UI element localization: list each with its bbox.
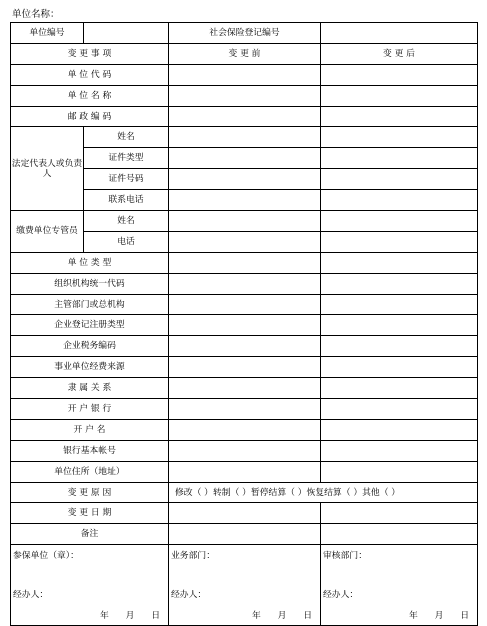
change-date-label: 变 更 日 期 — [11, 503, 169, 524]
change-item-row — [11, 378, 478, 399]
remark-label: 备注 — [11, 524, 169, 545]
change-item-row — [11, 315, 478, 336]
change-item-row — [11, 440, 478, 461]
value-after-field[interactable] — [321, 378, 478, 399]
handler-label: 经办人： — [171, 590, 207, 601]
value-before-field[interactable] — [169, 252, 321, 273]
signature-block — [11, 545, 169, 626]
value-before-field[interactable] — [169, 64, 321, 85]
value-after-field[interactable] — [321, 169, 478, 190]
change-reason-row — [11, 482, 478, 503]
before-header: 变 更 前 — [169, 43, 321, 64]
change-item-row — [11, 64, 478, 85]
value-before-field[interactable] — [169, 148, 321, 169]
sub-item-label: 证件类型 — [84, 148, 169, 169]
change-item-label: 单位住所（地址） — [11, 461, 169, 482]
change-item-label: 主管部门或总机构 — [11, 294, 169, 315]
value-before-field[interactable] — [169, 399, 321, 420]
change-item-row — [11, 252, 478, 273]
change-item-label: 组织机构统一代码 — [11, 273, 169, 294]
change-item-row — [11, 127, 478, 148]
value-before-field[interactable] — [169, 169, 321, 190]
value-after-field[interactable] — [321, 440, 478, 461]
value-before-field[interactable] — [169, 127, 321, 148]
change-date-row — [11, 503, 478, 524]
sub-item-label: 联系电话 — [84, 190, 169, 211]
change-item-label: 隶 属 关 系 — [11, 378, 169, 399]
signature-block — [169, 545, 321, 626]
insurance-number-field[interactable] — [321, 23, 478, 44]
date-label: 年 月 日 — [252, 611, 312, 622]
value-after-field[interactable] — [321, 419, 478, 440]
value-after-field[interactable] — [321, 336, 478, 357]
change-item-label: 事业单位经费来源 — [11, 357, 169, 378]
sub-item-label: 电话 — [84, 231, 169, 252]
value-after-field[interactable] — [321, 252, 478, 273]
change-item-row — [11, 336, 478, 357]
handler-label: 经办人： — [13, 590, 49, 601]
handler-label: 经办人： — [323, 590, 359, 601]
value-after-field[interactable] — [321, 294, 478, 315]
value-after-field[interactable] — [321, 85, 478, 106]
date-label: 年 月 日 — [100, 611, 160, 622]
signature-row — [11, 545, 478, 626]
value-after-field[interactable] — [321, 148, 478, 169]
change-item-label: 单 位 代 码 — [11, 64, 169, 85]
change-item-label: 开 户 银 行 — [11, 399, 169, 420]
date-label: 年 月 日 — [409, 611, 469, 622]
value-before-field[interactable] — [169, 378, 321, 399]
change-item-label: 开 户 名 — [11, 419, 169, 440]
value-after-field[interactable] — [321, 190, 478, 211]
value-after-field[interactable] — [321, 503, 478, 524]
change-registration-form — [10, 22, 478, 626]
unit-name-label: 单位名称： — [12, 9, 60, 20]
sub-item-label: 证件号码 — [84, 169, 169, 190]
value-after-field[interactable] — [321, 524, 478, 545]
unit-number-label: 单位编号 — [11, 23, 84, 44]
change-item-label: 企业税务编码 — [11, 336, 169, 357]
value-before-field[interactable] — [169, 315, 321, 336]
sub-item-label: 姓名 — [84, 127, 169, 148]
change-item-row — [11, 357, 478, 378]
change-item-row — [11, 419, 478, 440]
group-label: 缴费单位专管员 — [11, 211, 84, 253]
value-before-field[interactable] — [169, 106, 321, 127]
value-before-field[interactable] — [169, 231, 321, 252]
sub-item-label: 姓名 — [84, 211, 169, 232]
change-item-row — [11, 294, 478, 315]
change-item-row — [11, 106, 478, 127]
signature-title: 业务部门： — [171, 551, 215, 562]
value-after-field[interactable] — [321, 315, 478, 336]
value-before-field[interactable] — [169, 190, 321, 211]
value-before-field[interactable] — [169, 336, 321, 357]
change-item-label: 企业登记注册类型 — [11, 315, 169, 336]
signature-title: 审核部门： — [323, 551, 367, 562]
value-before-field[interactable] — [169, 461, 321, 482]
value-before-field[interactable] — [169, 440, 321, 461]
change-item-label: 单 位 类 型 — [11, 252, 169, 273]
unit-number-row — [11, 23, 478, 44]
value-after-field[interactable] — [321, 231, 478, 252]
change-item-row — [11, 273, 478, 294]
value-after-field[interactable] — [321, 273, 478, 294]
signature-title: 参保单位（章）： — [13, 551, 79, 562]
value-before-field[interactable] — [169, 85, 321, 106]
value-before-field[interactable] — [169, 419, 321, 440]
change-item-row — [11, 85, 478, 106]
unit-number-field[interactable] — [84, 23, 169, 44]
column-header-row — [11, 43, 478, 64]
value-before-field[interactable] — [169, 503, 321, 524]
change-item-header: 变 更 事 项 — [11, 43, 169, 64]
value-after-field[interactable] — [321, 461, 478, 482]
value-before-field[interactable] — [169, 211, 321, 232]
after-header: 变 更 后 — [321, 43, 478, 64]
signature-block — [321, 545, 478, 626]
value-after-field[interactable] — [321, 399, 478, 420]
remark-row — [11, 524, 478, 545]
group-label: 法定代表人或负责人 — [11, 127, 84, 211]
change-item-label: 银行基本帐号 — [11, 440, 169, 461]
change-item-row — [11, 211, 478, 232]
change-reason-label: 变 更 原 因 — [11, 482, 169, 503]
change-item-label: 邮 政 编 码 — [11, 106, 169, 127]
insurance-number-label: 社会保险登记编号 — [169, 23, 321, 44]
value-after-field[interactable] — [321, 106, 478, 127]
value-after-field[interactable] — [321, 211, 478, 232]
change-item-row — [11, 399, 478, 420]
value-before-field[interactable] — [169, 294, 321, 315]
value-after-field[interactable] — [321, 357, 478, 378]
value-before-field[interactable] — [169, 524, 321, 545]
change-reason-options[interactable]: 修改（ ）转制（ ）暂停结算（ ）恢复结算（ ）其他（ ） — [169, 482, 478, 503]
change-item-label: 单 位 名 称 — [11, 85, 169, 106]
value-before-field[interactable] — [169, 357, 321, 378]
value-before-field[interactable] — [169, 273, 321, 294]
change-item-row — [11, 461, 478, 482]
value-after-field[interactable] — [321, 127, 478, 148]
value-after-field[interactable] — [321, 64, 478, 85]
